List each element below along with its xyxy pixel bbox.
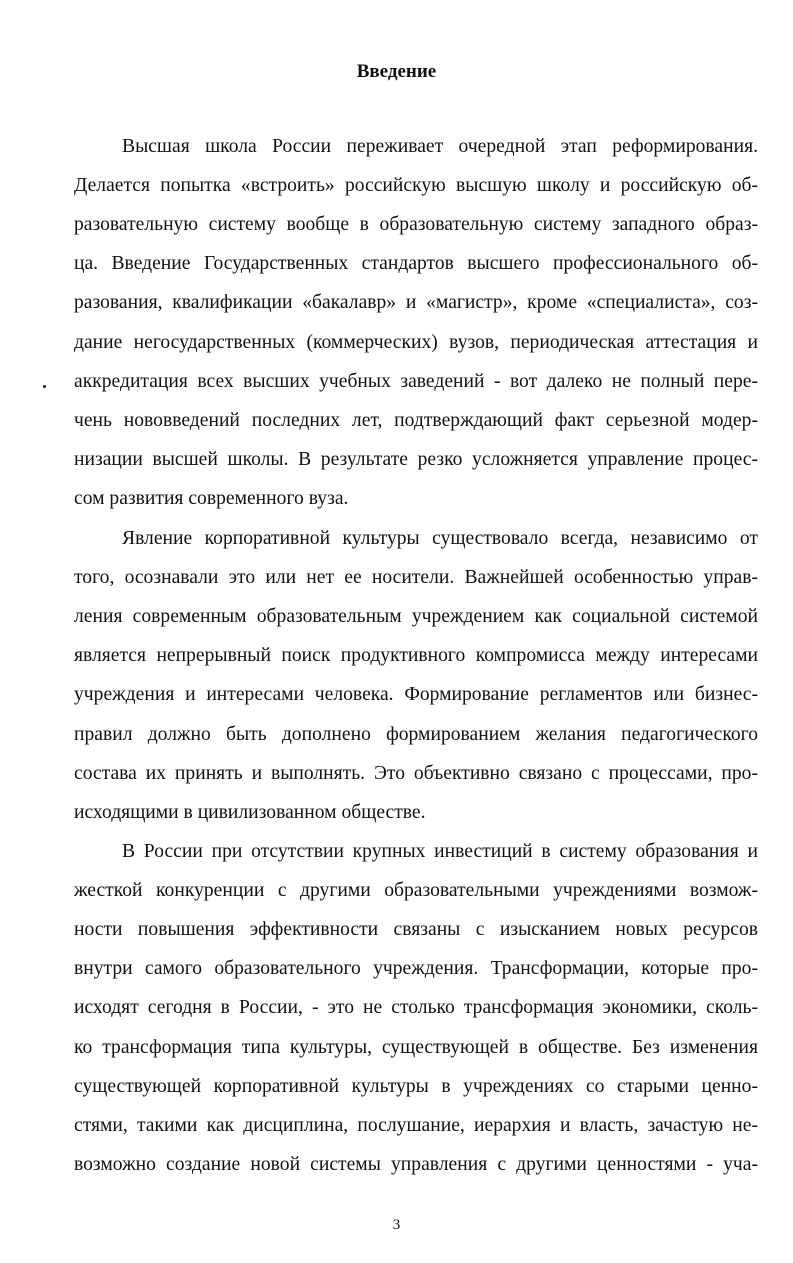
paragraph-1-line: аккредитация всех высших учебных заведений - вот далеко не полный пере-: [74, 370, 758, 392]
page-number: 3: [392, 1217, 401, 1233]
paragraph-1-line: Высшая школа России переживает очередной этап реформирования.: [122, 136, 758, 157]
paragraph-2-line: правил должно быть дополнено формированием желания педагогического: [74, 723, 758, 745]
paragraph-1-line: разования, квалификации «бакалавр» и «магистр», кроме «специалиста», соз-: [74, 292, 758, 314]
paragraph-1-line: дание негосударственных (коммерческих) вузов, периодическая аттестация и: [74, 331, 758, 353]
paragraph-1-line: сом развития современного вуза.: [74, 487, 349, 509]
paragraph-1-line: Делается попытка «встроить» российскую высшую школу и российскую об-: [74, 175, 758, 197]
paragraph-3-line: ности повышения эффективности связаны с изысканием новых ресурсов: [74, 919, 758, 941]
paragraph-3-line: существующей корпоративной культуры в учреждениях со старыми ценно-: [74, 1075, 758, 1097]
paragraph-2-line: учреждения и интересами человека. Формирование регламентов или бизнес-: [74, 684, 758, 706]
paragraph-3-line: стями, такими как дисциплина, послушание, иерархия и власть, зачастую не-: [74, 1114, 758, 1136]
paragraph-1-line: чень нововведений последних лет, подтверждающий факт серьезной модер-: [74, 409, 758, 431]
paragraph-1-line: разовательную систему вообще в образовательную систему западного образ-: [74, 214, 758, 236]
paragraph-1-line: низации высшей школы. В результате резко усложняется управление процес-: [74, 448, 758, 470]
paragraph-3-line: жесткой конкуренции с другими образовательными учреждениями возмож-: [74, 880, 758, 902]
paragraph-3-line: исходят сегодня в России, - это не столько трансформация экономики, сколь-: [74, 997, 758, 1019]
page-title: Введение: [356, 61, 437, 82]
paragraph-2-line: ления современным образовательным учреждением как социальной системой: [74, 606, 758, 628]
paragraph-2-line: исходящими в цивилизованном обществе.: [74, 801, 426, 823]
paragraph-2-line: является непрерывный поиск продуктивного компромисса между интересами: [74, 645, 758, 667]
scan-speck: [43, 385, 46, 388]
paragraph-3-line: внутри самого образовательного учреждения. Трансформации, которые про-: [74, 958, 758, 980]
paragraph-3-line: ко трансформация типа культуры, существующей в обществе. Без изменения: [74, 1036, 758, 1058]
paragraph-2-line: состава их принять и выполнять. Это объективно связано с процессами, про-: [74, 762, 758, 784]
paragraph-2-line: Явление корпоративной культуры существовало всегда, независимо от: [122, 528, 758, 549]
paragraph-2-line: того, осознавали это или нет ее носители. Важнейшей особенностью управ-: [74, 567, 758, 589]
paragraph-3-line: В России при отсутствии крупных инвестиций в систему образования и: [122, 841, 758, 862]
paragraph-1-line: ца. Введение Государственных стандартов высшего профессионального об-: [74, 253, 758, 275]
paragraph-3-line: возможно создание новой системы управления с другими ценностями - уча-: [74, 1153, 758, 1175]
